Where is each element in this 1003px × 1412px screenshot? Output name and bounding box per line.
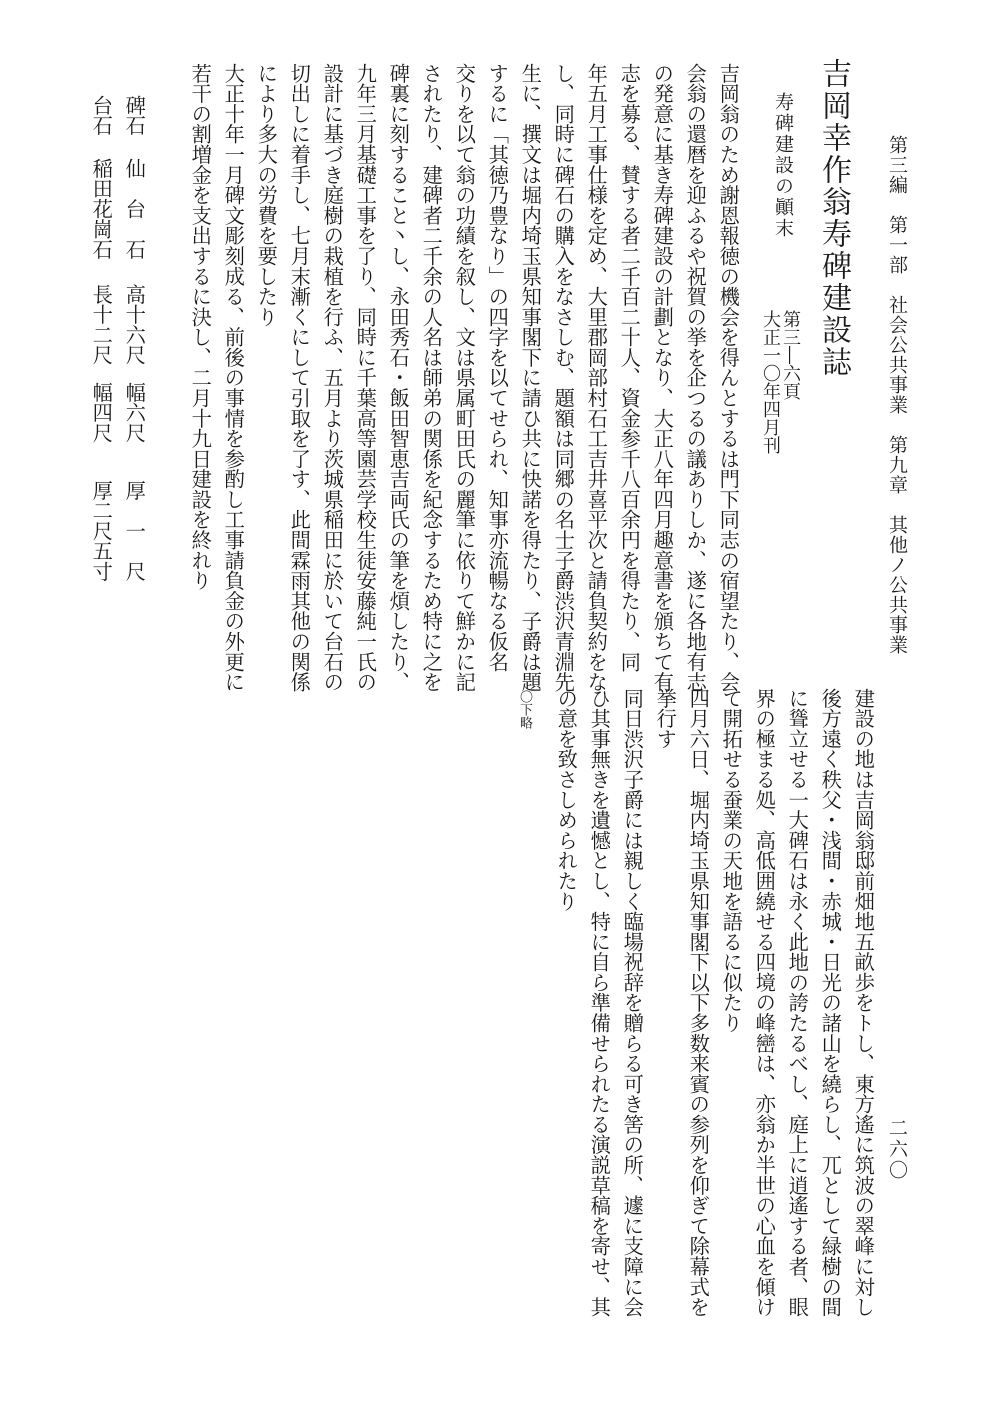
text-column: 会翁の還暦を迎ふるや祝賀の挙を企つるの議ありしか、遂に各地有志 [683, 63, 708, 692]
spec-thickness: 厚二尺五寸 [89, 480, 114, 582]
text-column: 九年三月基礎工事を了り、同時に千葉高等園芸学校生徒安藤純一氏の [353, 63, 378, 692]
spec-length: 長十二尺 [89, 284, 114, 366]
text-column: に聳立せる一大碑石は永く此地の誇たるべし、庭上に逍遙する者、眼 [785, 688, 810, 1317]
text-column: 同日渋沢子爵には親しく臨場祝辞を贈らる可き筈の所、遽に支障に会 [620, 688, 645, 1317]
text-column: て開拓せる蚕業の天地を語るに似たり [719, 688, 744, 1033]
page-number: 二六〇 [886, 1118, 908, 1181]
text-column: されたり、建碑者二千余の人名は師弟の関係を紀念するため特に之を [419, 63, 444, 692]
text-column: 挙行す [653, 688, 678, 749]
text-column: 生に、撰文は堀内埼玉県知事閣下に請ひ共に快諾を得たり、子爵は題 [518, 63, 543, 692]
text-column: の発意に基き寿碑建設の計劃となり、大正八年四月趣意書を頒ちて有 [650, 63, 675, 692]
text-column: 界の極まる処、高低囲繞せる四境の峰巒は、亦翁か半世の心血を傾け [752, 688, 777, 1317]
text-column: ひ其事無きを遺憾とし、特に自ら準備せられたる演説草稿を寄せ、其 [587, 688, 612, 1317]
text-column: 大正十年一月碑文彫刻成る、前後の事情を参酌し工事請負金の外更に [221, 63, 246, 692]
spec-thickness: 厚 一 尺 [122, 480, 147, 582]
omission-note: 〇下略 [517, 690, 532, 729]
source-publication-date: 大正一〇年四月刊 [760, 310, 781, 454]
text-column: 後方遠く秩父・浅間・赤城・日光の諸山を繞らし、兀として緑樹の間 [818, 688, 843, 1317]
text-column: 交りを以て翁の功績を叙し、文は県属町田氏の麗筆に依りて鮮かに記 [452, 63, 477, 692]
spec-material: 稲田花崗石 [89, 158, 114, 260]
text-column: の意を致さしめられたり [554, 688, 579, 912]
text-column: 若干の割増金を支出するに決し、二月十九日建設を終れり [188, 63, 213, 591]
spec-width: 幅六尺 [122, 382, 147, 443]
text-column: により多大の労費を要したり [254, 63, 279, 327]
article-title: 吉岡幸作翁寿碑建設誌 [816, 58, 851, 378]
source-page-ref: 第三―六頁 [780, 310, 801, 400]
text-column: 建設の地は吉岡翁邸前畑地五畝歩をトし、東方遙に筑波の翠峰に対し [851, 688, 876, 1317]
spec-material: 仙 台 石 [122, 158, 147, 260]
spec-height: 高十六尺 [122, 284, 147, 366]
text-column: 志を募る、賛する者二千百二十人、資金参千八百余円を得たり、同 [617, 63, 642, 672]
text-column: 設計に基づき庭樹の栽植を行ふ、五月より茨城県稲田に於いて台石の [320, 63, 345, 692]
text-column: し、同時に碑石の購入をなさしむ、題額は同郷の名士子爵渋沢青淵先 [551, 63, 576, 692]
spec-label: 碑石 [122, 95, 147, 136]
text-column: 四月六日、堀内埼玉県知事閣下以下多数来賓の参列を仰ぎて除幕式を [686, 688, 711, 1317]
text-column: 切出しに着手し、七月末漸くにして引取を了す、此間霖雨其他の関係 [287, 63, 312, 692]
spec-width: 幅四尺 [89, 382, 114, 443]
spec-label: 台石 [89, 95, 114, 136]
text-column: するに「其徳乃豊なり」の四字を以てせられ、知事亦流暢なる仮名 [485, 63, 510, 672]
text-column: 吉岡翁のため謝恩報徳の機会を得んとするは門下同志の宿望たり、会 [716, 63, 741, 692]
running-head: 第三編 第一部 社会公共事業 第九章 其他ノ公共事業 [886, 135, 908, 655]
text-column: 碑裏に刻すること丶し、永田秀石・飯田智恵吉両氏の筆を煩したり、 [386, 63, 411, 692]
section-heading: 寿碑建設の顚末 [772, 92, 794, 239]
text-column: 年五月工事仕様を定め、大里郡岡部村石工吉井喜平次と請負契約をな [584, 63, 609, 692]
